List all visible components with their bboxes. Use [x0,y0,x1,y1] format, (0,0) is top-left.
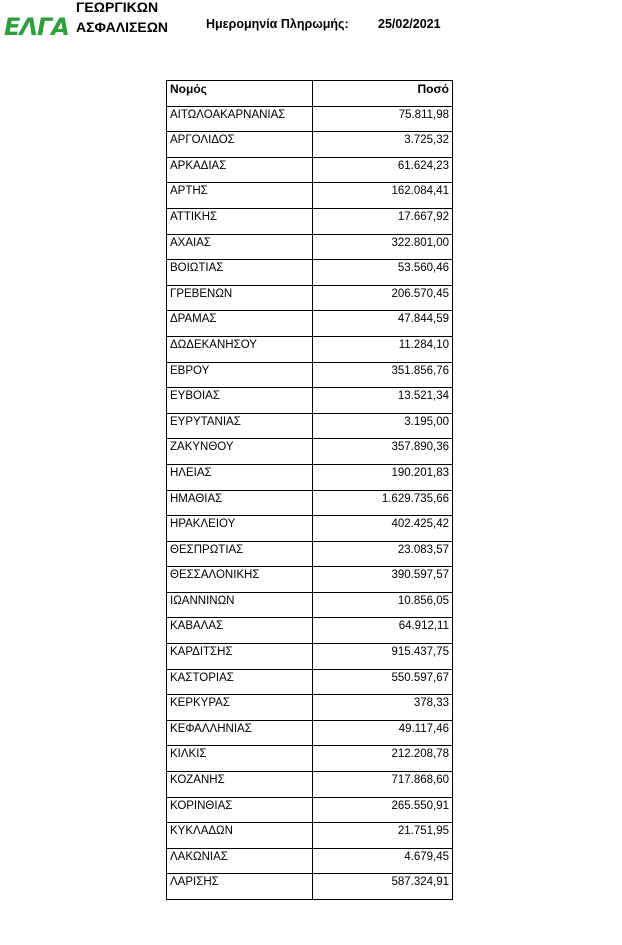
prefecture-cell: ΙΩΑΝΝΙΝΩΝ [167,592,313,618]
table-row [167,260,453,286]
table-row [167,516,453,542]
prefecture-cell: ΚΟΖΑΝΗΣ [167,772,313,798]
table-row [167,336,453,362]
table-row [167,618,453,644]
table-row [167,490,453,516]
prefecture-cell: ΚΑΡΔΙΤΣΗΣ [167,644,313,670]
prefecture-cell: ΑΡΓΟΛΙΔΟΣ [167,132,313,158]
prefecture-cell: ΚΙΛΚΙΣ [167,746,313,772]
table-row [167,823,453,849]
amount-cell: 1.629.735,66 [313,490,453,516]
prefecture-cell: ΔΩΔΕΚΑΝΗΣΟΥ [167,336,313,362]
prefecture-cell: ΘΕΣΠΡΩΤΙΑΣ [167,541,313,567]
amount-cell: 351.856,76 [313,362,453,388]
prefecture-cell: ΗΜΑΘΙΑΣ [167,490,313,516]
table-row [167,746,453,772]
amount-cell: 206.570,45 [313,285,453,311]
prefecture-cell: ΛΑΚΩΝΙΑΣ [167,848,313,874]
amount-cell: 190.201,83 [313,464,453,490]
column-header-amount: Ποσό [313,81,453,107]
document-header [0,0,622,50]
prefecture-cell: ΚΑΣΤΟΡΙΑΣ [167,669,313,695]
table-row [167,720,453,746]
amount-cell: 61.624,23 [313,157,453,183]
prefecture-cell: ΗΡΑΚΛΕΙΟΥ [167,516,313,542]
payments-table [166,80,453,900]
table-row [167,695,453,721]
prefecture-cell: ΑΙΤΩΛΟΑΚΑΡΝΑΝΙΑΣ [167,106,313,132]
table-row [167,848,453,874]
amount-cell: 3.195,00 [313,413,453,439]
table-row [167,208,453,234]
prefecture-cell: ΔΡΑΜΑΣ [167,311,313,337]
amount-cell: 4.679,45 [313,848,453,874]
column-header-prefecture: Νομός [167,81,313,107]
table-row [167,439,453,465]
prefecture-cell: ΚΥΚΛΑΔΩΝ [167,823,313,849]
table-row [167,388,453,414]
amount-cell: 357.890,36 [313,439,453,465]
table-row [167,106,453,132]
prefecture-cell: ΚΟΡΙΝΘΙΑΣ [167,797,313,823]
table-row [167,413,453,439]
amount-cell: 402.425,42 [313,516,453,542]
amount-cell: 550.597,67 [313,669,453,695]
table-row [167,644,453,670]
prefecture-cell: ΚΕΦΑΛΛΗΝΙΑΣ [167,720,313,746]
logo-text-line-2: ΑΣΦΑΛΙΣΕΩΝ [76,19,169,35]
amount-cell: 13.521,34 [313,388,453,414]
logo-text-line-1: ΓΕΩΡΓΙΚΩΝ [76,0,159,15]
prefecture-cell: ΒΟΙΩΤΙΑΣ [167,260,313,286]
prefecture-cell: ΑΡΚΑΔΙΑΣ [167,157,313,183]
amount-cell: 587.324,91 [313,874,453,900]
table-row [167,797,453,823]
prefecture-cell: ΓΡΕΒΕΝΩΝ [167,285,313,311]
prefecture-cell: ΑΧΑΙΑΣ [167,234,313,260]
amount-cell: 3.725,32 [313,132,453,158]
amount-cell: 47.844,59 [313,311,453,337]
prefecture-cell: ΚΕΡΚΥΡΑΣ [167,695,313,721]
table-row [167,183,453,209]
amount-cell: 717.868,60 [313,772,453,798]
amount-cell: 162.084,41 [313,183,453,209]
amount-cell: 75.811,98 [313,106,453,132]
table-row [167,157,453,183]
amount-cell: 23.083,57 [313,541,453,567]
prefecture-cell: ΑΡΤΗΣ [167,183,313,209]
prefecture-cell: ΗΛΕΙΑΣ [167,464,313,490]
table-row [167,874,453,900]
payment-date-value: 25/02/2021 [378,17,441,31]
table-row [167,311,453,337]
table-row [167,464,453,490]
table-row [167,132,453,158]
amount-cell: 21.751,95 [313,823,453,849]
amount-cell: 378,33 [313,695,453,721]
amount-cell: 265.550,91 [313,797,453,823]
amount-cell: 322.801,00 [313,234,453,260]
amount-cell: 11.284,10 [313,336,453,362]
prefecture-cell: ΘΕΣΣΑΛΟΝΙΚΗΣ [167,567,313,593]
amount-cell: 10.856,05 [313,592,453,618]
table-row [167,541,453,567]
table-header-row [167,81,453,107]
table-row [167,234,453,260]
prefecture-cell: ΕΥΒΟΙΑΣ [167,388,313,414]
prefecture-cell: ΕΥΡΥΤΑΝΙΑΣ [167,413,313,439]
table-row [167,669,453,695]
amount-cell: 17.667,92 [313,208,453,234]
prefecture-cell: ΛΑΡΙΣΗΣ [167,874,313,900]
prefecture-cell: ΚΑΒΑΛΑΣ [167,618,313,644]
amount-cell: 390.597,57 [313,567,453,593]
elga-logo-mark: ΕΛΓΑ [4,13,69,41]
amount-cell: 64.912,11 [313,618,453,644]
prefecture-cell: ΕΒΡΟΥ [167,362,313,388]
amount-cell: 212.208,78 [313,746,453,772]
table-row [167,362,453,388]
amount-cell: 49.117,46 [313,720,453,746]
amount-cell: 915.437,75 [313,644,453,670]
table-row [167,567,453,593]
table-row [167,285,453,311]
table-row [167,592,453,618]
prefecture-cell: ΑΤΤΙΚΗΣ [167,208,313,234]
prefecture-cell: ΖΑΚΥΝΘΟΥ [167,439,313,465]
amount-cell: 53.560,46 [313,260,453,286]
table-row [167,772,453,798]
payment-date-label: Ημερομηνία Πληρωμής: [206,17,349,31]
